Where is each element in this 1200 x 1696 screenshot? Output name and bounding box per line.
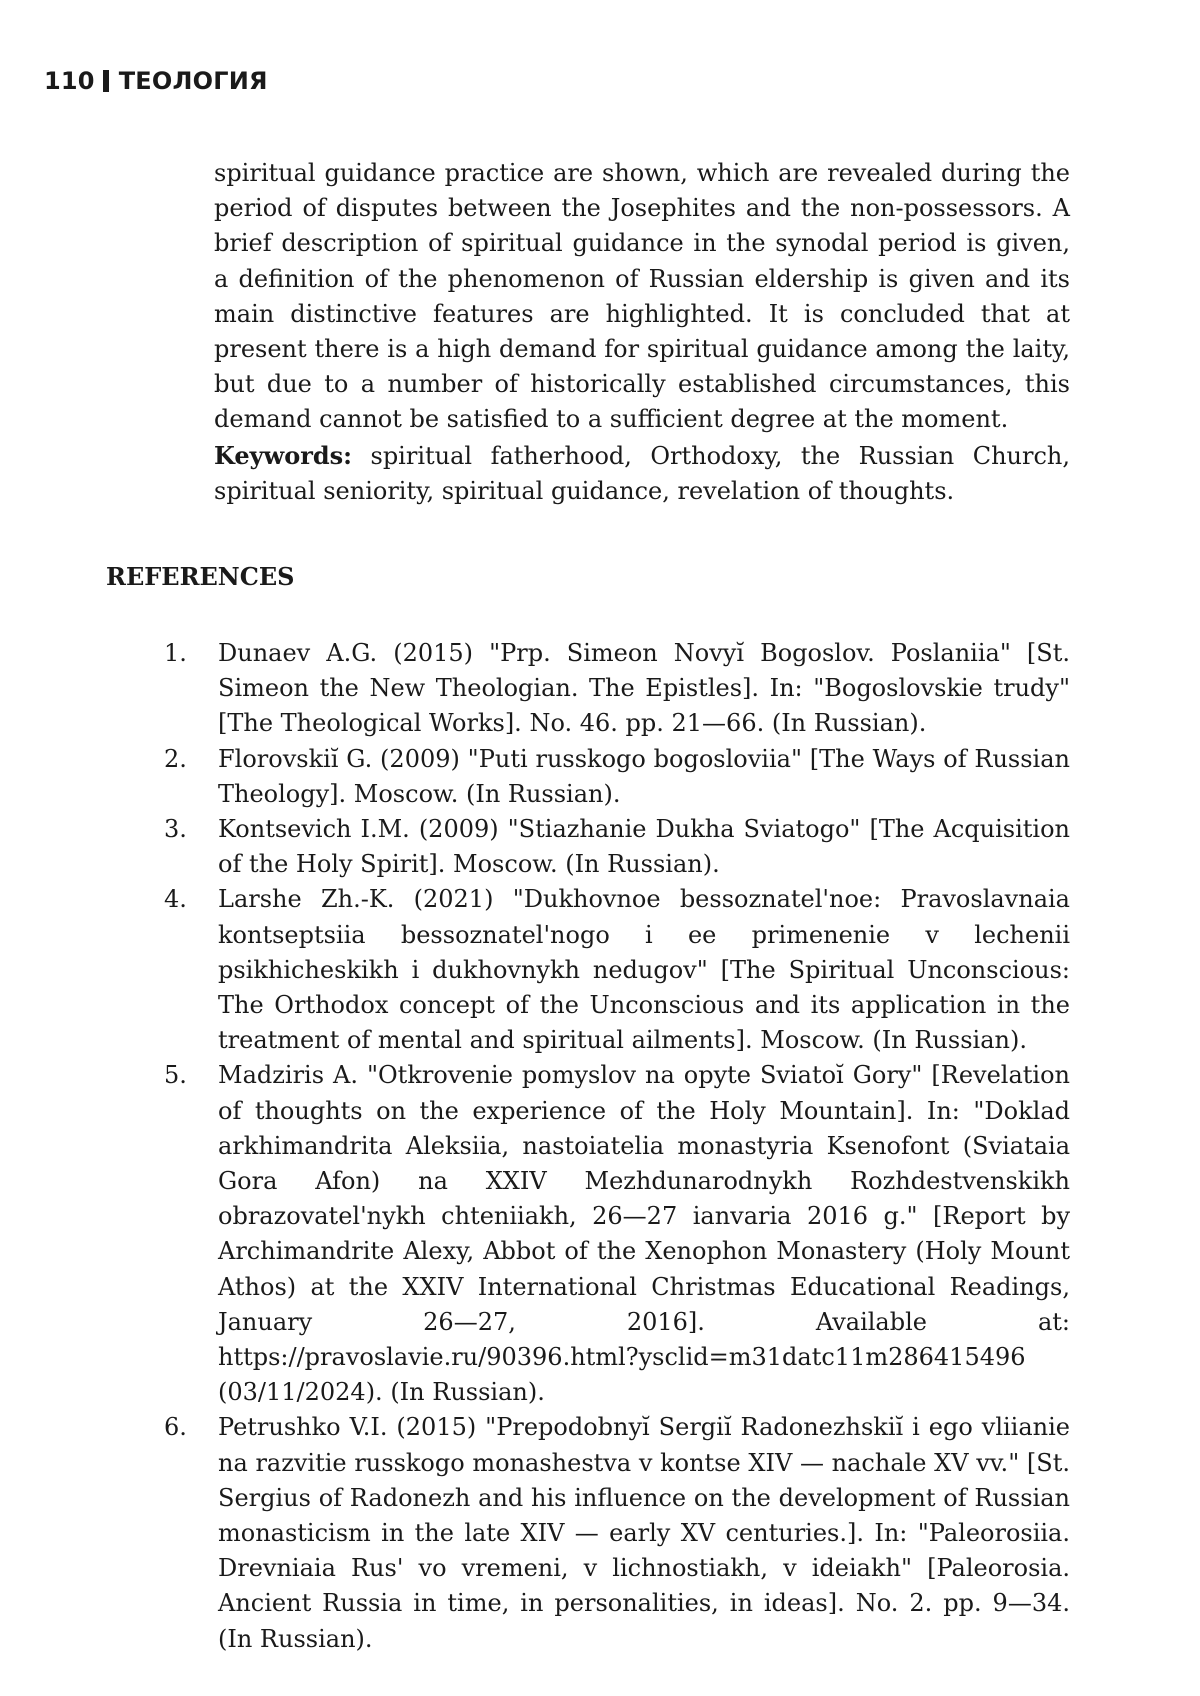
reference-item [150,882,1070,1058]
reference-text: Kontsevich I.M. (2009) "Stiazhanie Dukha Sviatogo" [The Acquisition of the Holy Spirit]. Moscow. (In Russian). [218,815,1070,879]
header-separator [103,70,109,92]
reference-number: 3. [164,815,187,844]
reference-item [150,812,1070,882]
reference-number: 5. [164,1061,187,1090]
keywords-list: spiritual fatherhood, Orthodoxy, the Russian Church, spiritual seniority, spiritual guidance, revelation of thoughts. [214,441,1070,505]
reference-text: Petrushko V.I. (2015) "Prepodobnyĭ Sergiĭ Radonezhskiĭ i ego vliianie na razvitie russkogo monashestva v kontse XIV — nachale XV vv." [St. Sergius of Radonezh and his influence on the development of Russian monasticism in the late XIV — early XV centuries.]. In: "Paleorosiia. Drevniaia Rus' vo vremeni, v lichnostiakh, v ideiakh" [Paleorosia. Ancient Russia in time, in personalities, in ideas]. No. 2. pp. 9—34. (In Russian). [218,1413,1070,1653]
reference-item [150,636,1070,742]
abstract-text: spiritual guidance practice are shown, which are revealed during the period of disputes between the Josephites and the non-possessors. A brief description of spiritual guidance in the synodal period is given, a definition of the phenomenon of Russian eldership is given and its main distinctive features are highlighted. It is concluded that at present there is a high demand for spiritual guidance among the laity, but due to a number of historically established circumstances, this demand cannot be satisfied to a sufficient degree at the moment. [214,159,1070,434]
reference-text: Florovskiĭ G. (2009) "Puti russkogo bogosloviia" [The Ways of Russian Theology]. Moscow. (In Russian). [218,744,1070,808]
references-heading: REFERENCES [106,562,295,591]
reference-text: Larshe Zh.-K. (2021) "Dukhovnoe bessoznatel'noe: Pravoslavnaia kontseptsiia bessoznatel'nogo i ee primenenie v lechenii psikhicheskikh i dukhovnykh nedugov" [The Spiritual Unconscious: The Orthodox concept of the Unconscious and its application in the treatment of mental and spiritual ailments]. Moscow. (In Russian). [218,885,1070,1055]
keywords-label: Keywords: [214,440,353,470]
reference-text: Dunaev A.G. (2015) "Prp. Simeon Novyĭ Bogoslov. Poslaniia" [St. Simeon the New Theologian. The Epistles]. In: "Bogoslovskie trudy" [The Theological Works]. No. 46. pp. 21—66. (In Russian). [218,639,1070,738]
reference-number: 2. [164,744,187,773]
reference-item [150,1410,1070,1656]
reference-text: Madziris A. "Otkrovenie pomyslov na opyte Sviatoĭ Gory" [Revelation of thoughts on the experience of the Holy Mountain]. In: "Doklad arkhimandrita Aleksiia, nastoiatelia monastyria Ksenofont (Sviataia Gora Afon) na XXIV Mezhdunarodnykh Rozhdestvenskikh obrazovatel'nykh chteniiakh, 26—27 ianvaria 2016 g." [Report by Archimandrite Alexy, Abbot of the Xenophon Monastery (Holy Mount Athos) at the XXIV International Christmas Educational Readings, January 26—27, 2016]. Available at: https://pravoslavie.ru/90396.html?ysclid=m31datc11m286415496 (03/11/2024). (In Russian). [218,1061,1070,1407]
reference-item [150,742,1070,812]
reference-item [150,1058,1070,1410]
references-list [150,636,1070,1657]
page-number: 110 [44,67,95,95]
reference-number: 6. [164,1413,187,1442]
abstract-block [214,156,1070,509]
running-head [44,66,268,96]
reference-number: 4. [164,885,187,914]
journal-section-title: ТЕОЛОГИЯ [118,67,268,95]
reference-number: 1. [164,639,187,667]
keywords-paragraph [214,438,1070,509]
